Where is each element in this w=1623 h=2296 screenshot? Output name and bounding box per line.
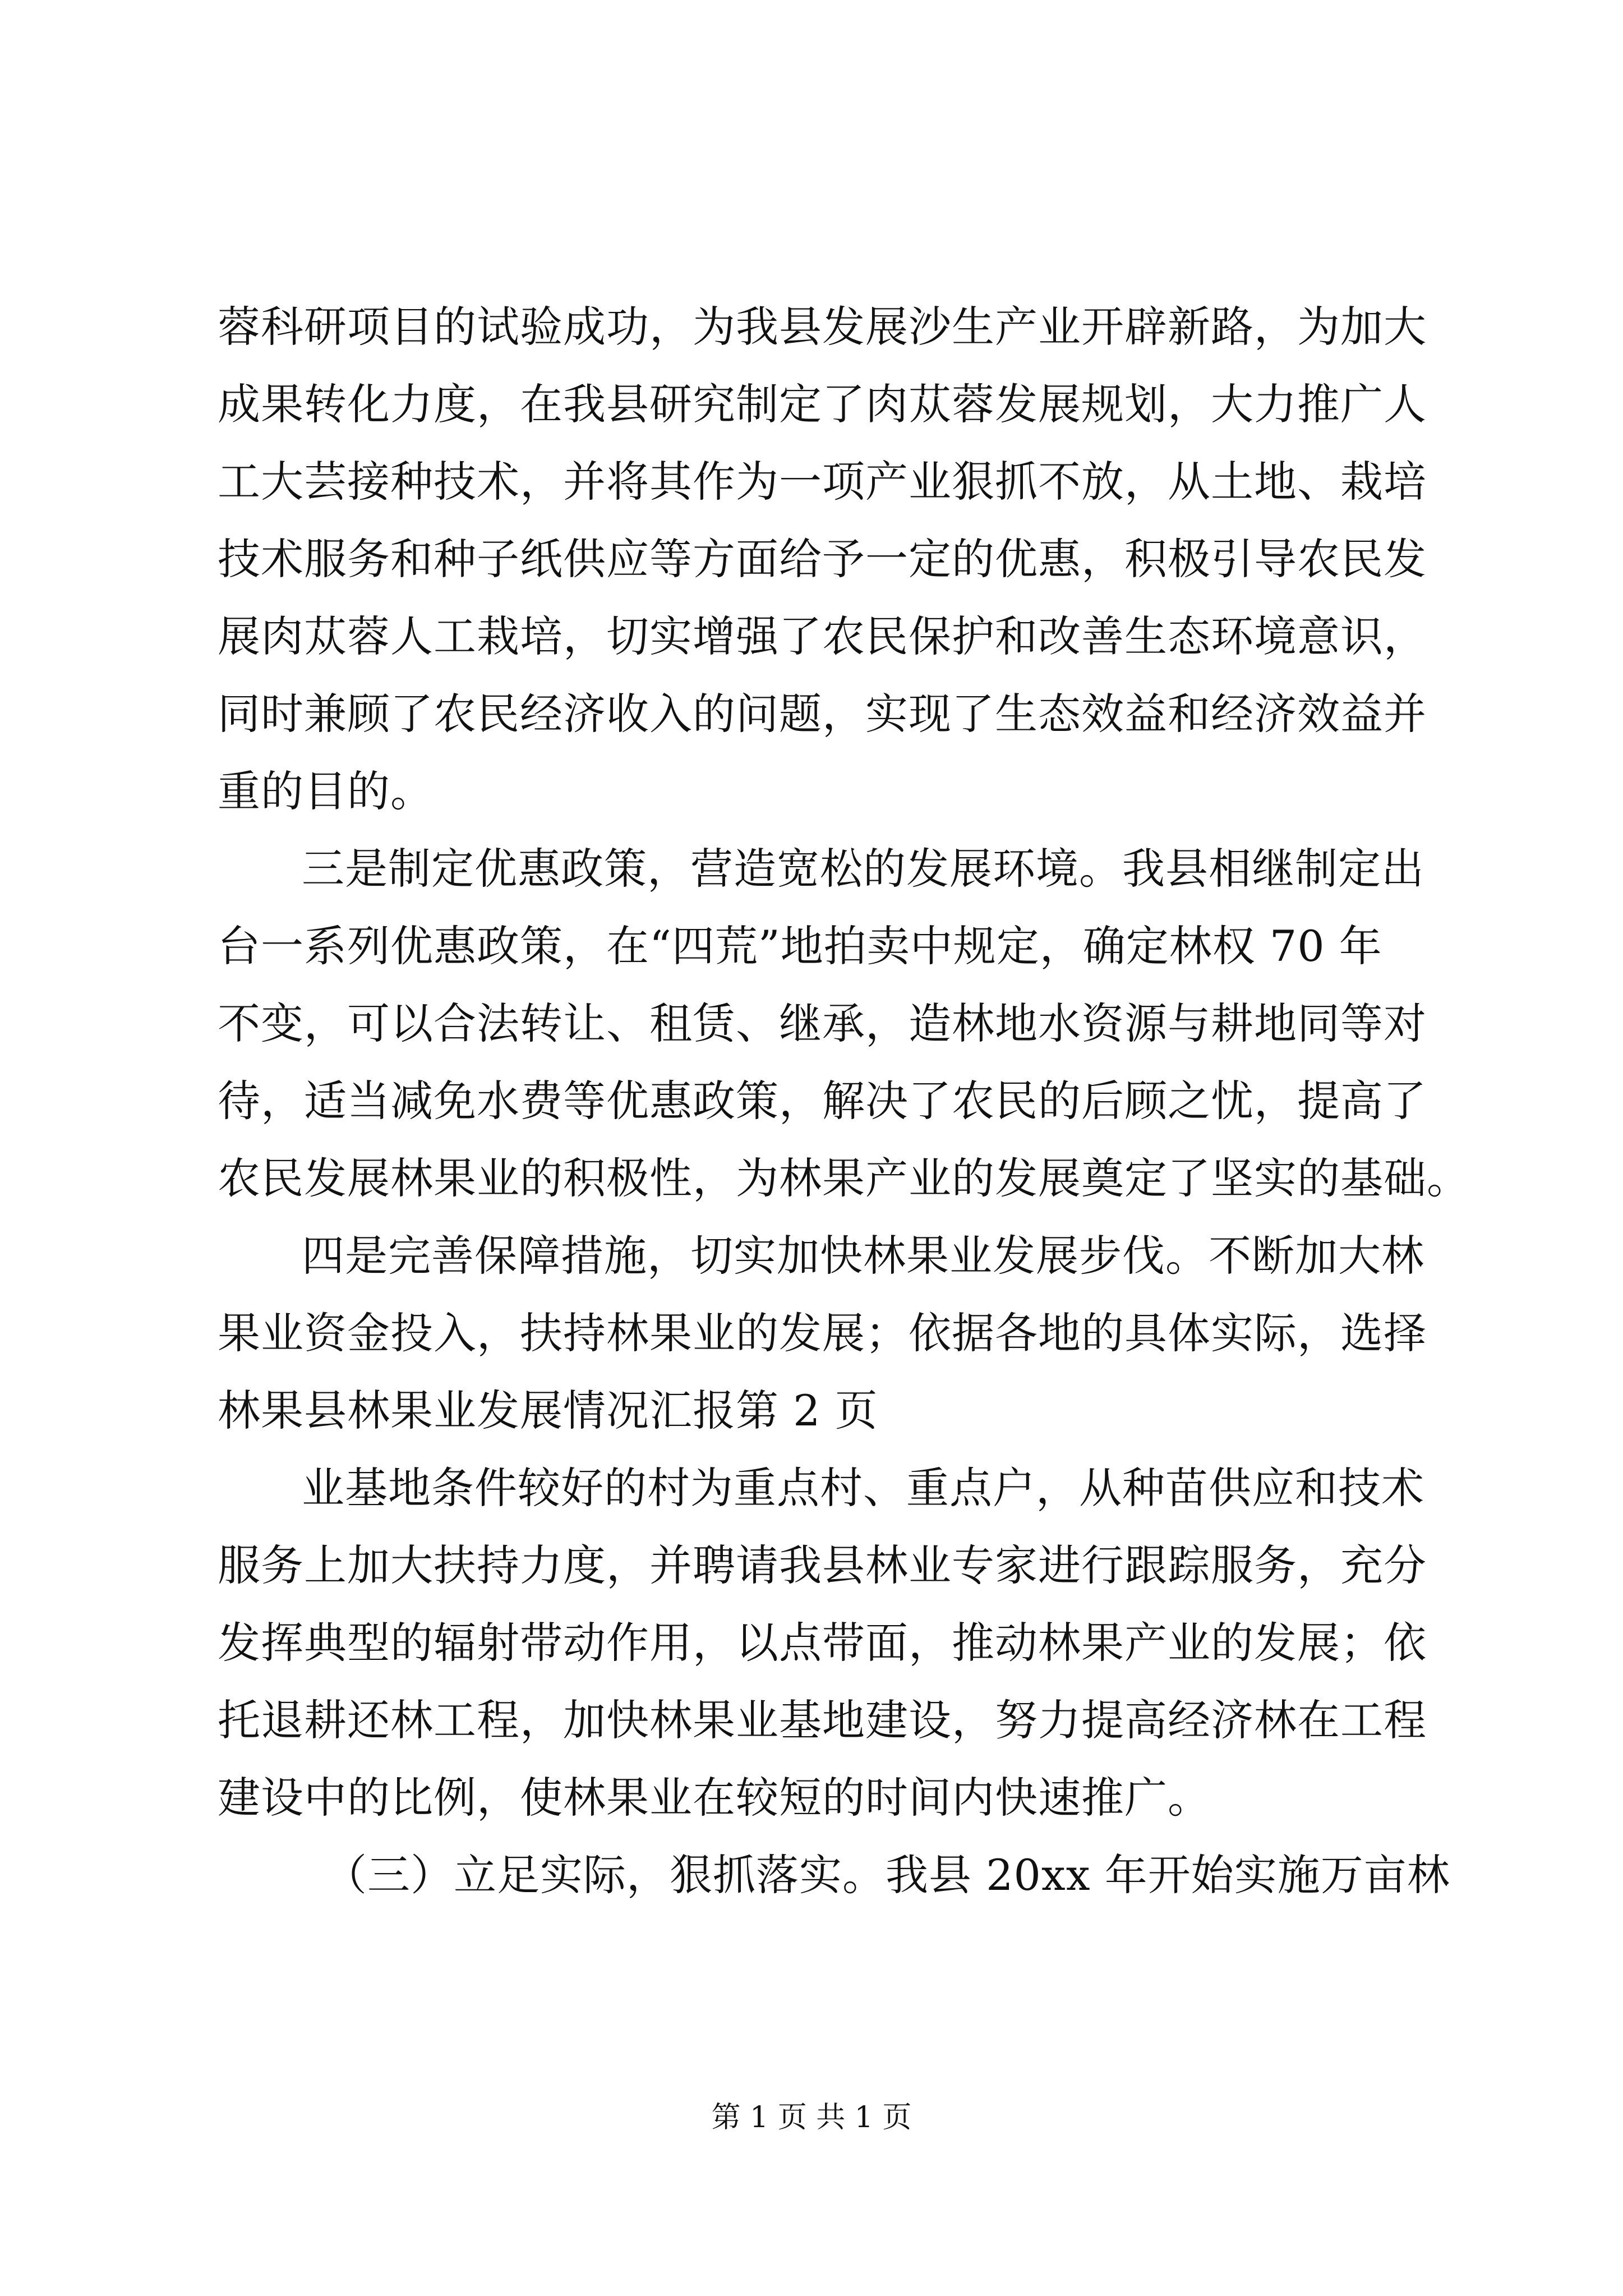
section-heading-line: （三）立足实际，狠抓落实。我县 20xx 年开始实施万亩林 [324,1850,1450,1900]
paragraph-line: 农民发展林果业的积极性，为林果产业的发展奠定了坚实的基础。 [218,1153,1470,1203]
paragraph-line: 重的目的。 [218,766,434,816]
paragraph-line: 发挥典型的辐射带动作用，以点带面，推动林果产业的发展；依 [218,1618,1427,1668]
paragraph-line: 果业资金投入，扶持林果业的发展；依据各地的具体实际，选择 [218,1308,1427,1358]
paragraph-line: 蓉科研项目的试验成功，为我县发展沙生产业开辟新路，为加大 [218,302,1427,352]
paragraph-line: 不变，可以合法转让、租赁、继承，造林地水资源与耕地同等对 [218,999,1427,1048]
paragraph-line: 台一系列优惠政策，在“四荒”地拍卖中规定，确定林权 70 年 [218,921,1382,971]
paragraph-line: 托退耕还林工程，加快林果业基地建设，努力提高经济林在工程 [218,1695,1427,1745]
page-break-heading: 林果县林果业发展情况汇报第 2 页 [218,1386,878,1435]
paragraph-line: 工大芸接种技术，并将其作为一项产业狠抓不放，从土地、栽培 [218,457,1427,507]
paragraph-line: 待，适当减免水费等优惠政策，解决了农民的后顾之忧，提高了 [218,1076,1427,1126]
paragraph-line: 展肉苁蓉人工栽培，切实增强了农民保护和改善生态环境意识， [218,611,1427,661]
paragraph-line: 技术服务和种子纸供应等方面给予一定的优惠，积极引导农民发 [218,534,1427,584]
paragraph-line: 建设中的比例，使林果业在较短的时间内快速推广。 [218,1773,1211,1823]
document-body [218,288,1470,1914]
paragraph-line: 业基地条件较好的村为重点村、重点户，从种苗供应和技术 [302,1463,1424,1513]
page-footer: 第 1 页 共 1 页 [711,2101,912,2134]
paragraph-line: 四是完善保障措施，切实加快林果业发展步伐。不断加大林 [302,1231,1424,1281]
paragraph-line: 三是制定优惠政策，营造宽松的发展环境。我县相继制定出 [302,844,1424,894]
paragraph-line: 服务上加大扶持力度，并聘请我县林业专家进行跟踪服务，充分 [218,1540,1427,1590]
paragraph-line: 成果转化力度，在我县研究制定了肉苁蓉发展规划，大力推广人 [218,379,1427,429]
paragraph-line: 同时兼顾了农民经济收入的问题，实现了生态效益和经济效益并 [218,689,1427,739]
